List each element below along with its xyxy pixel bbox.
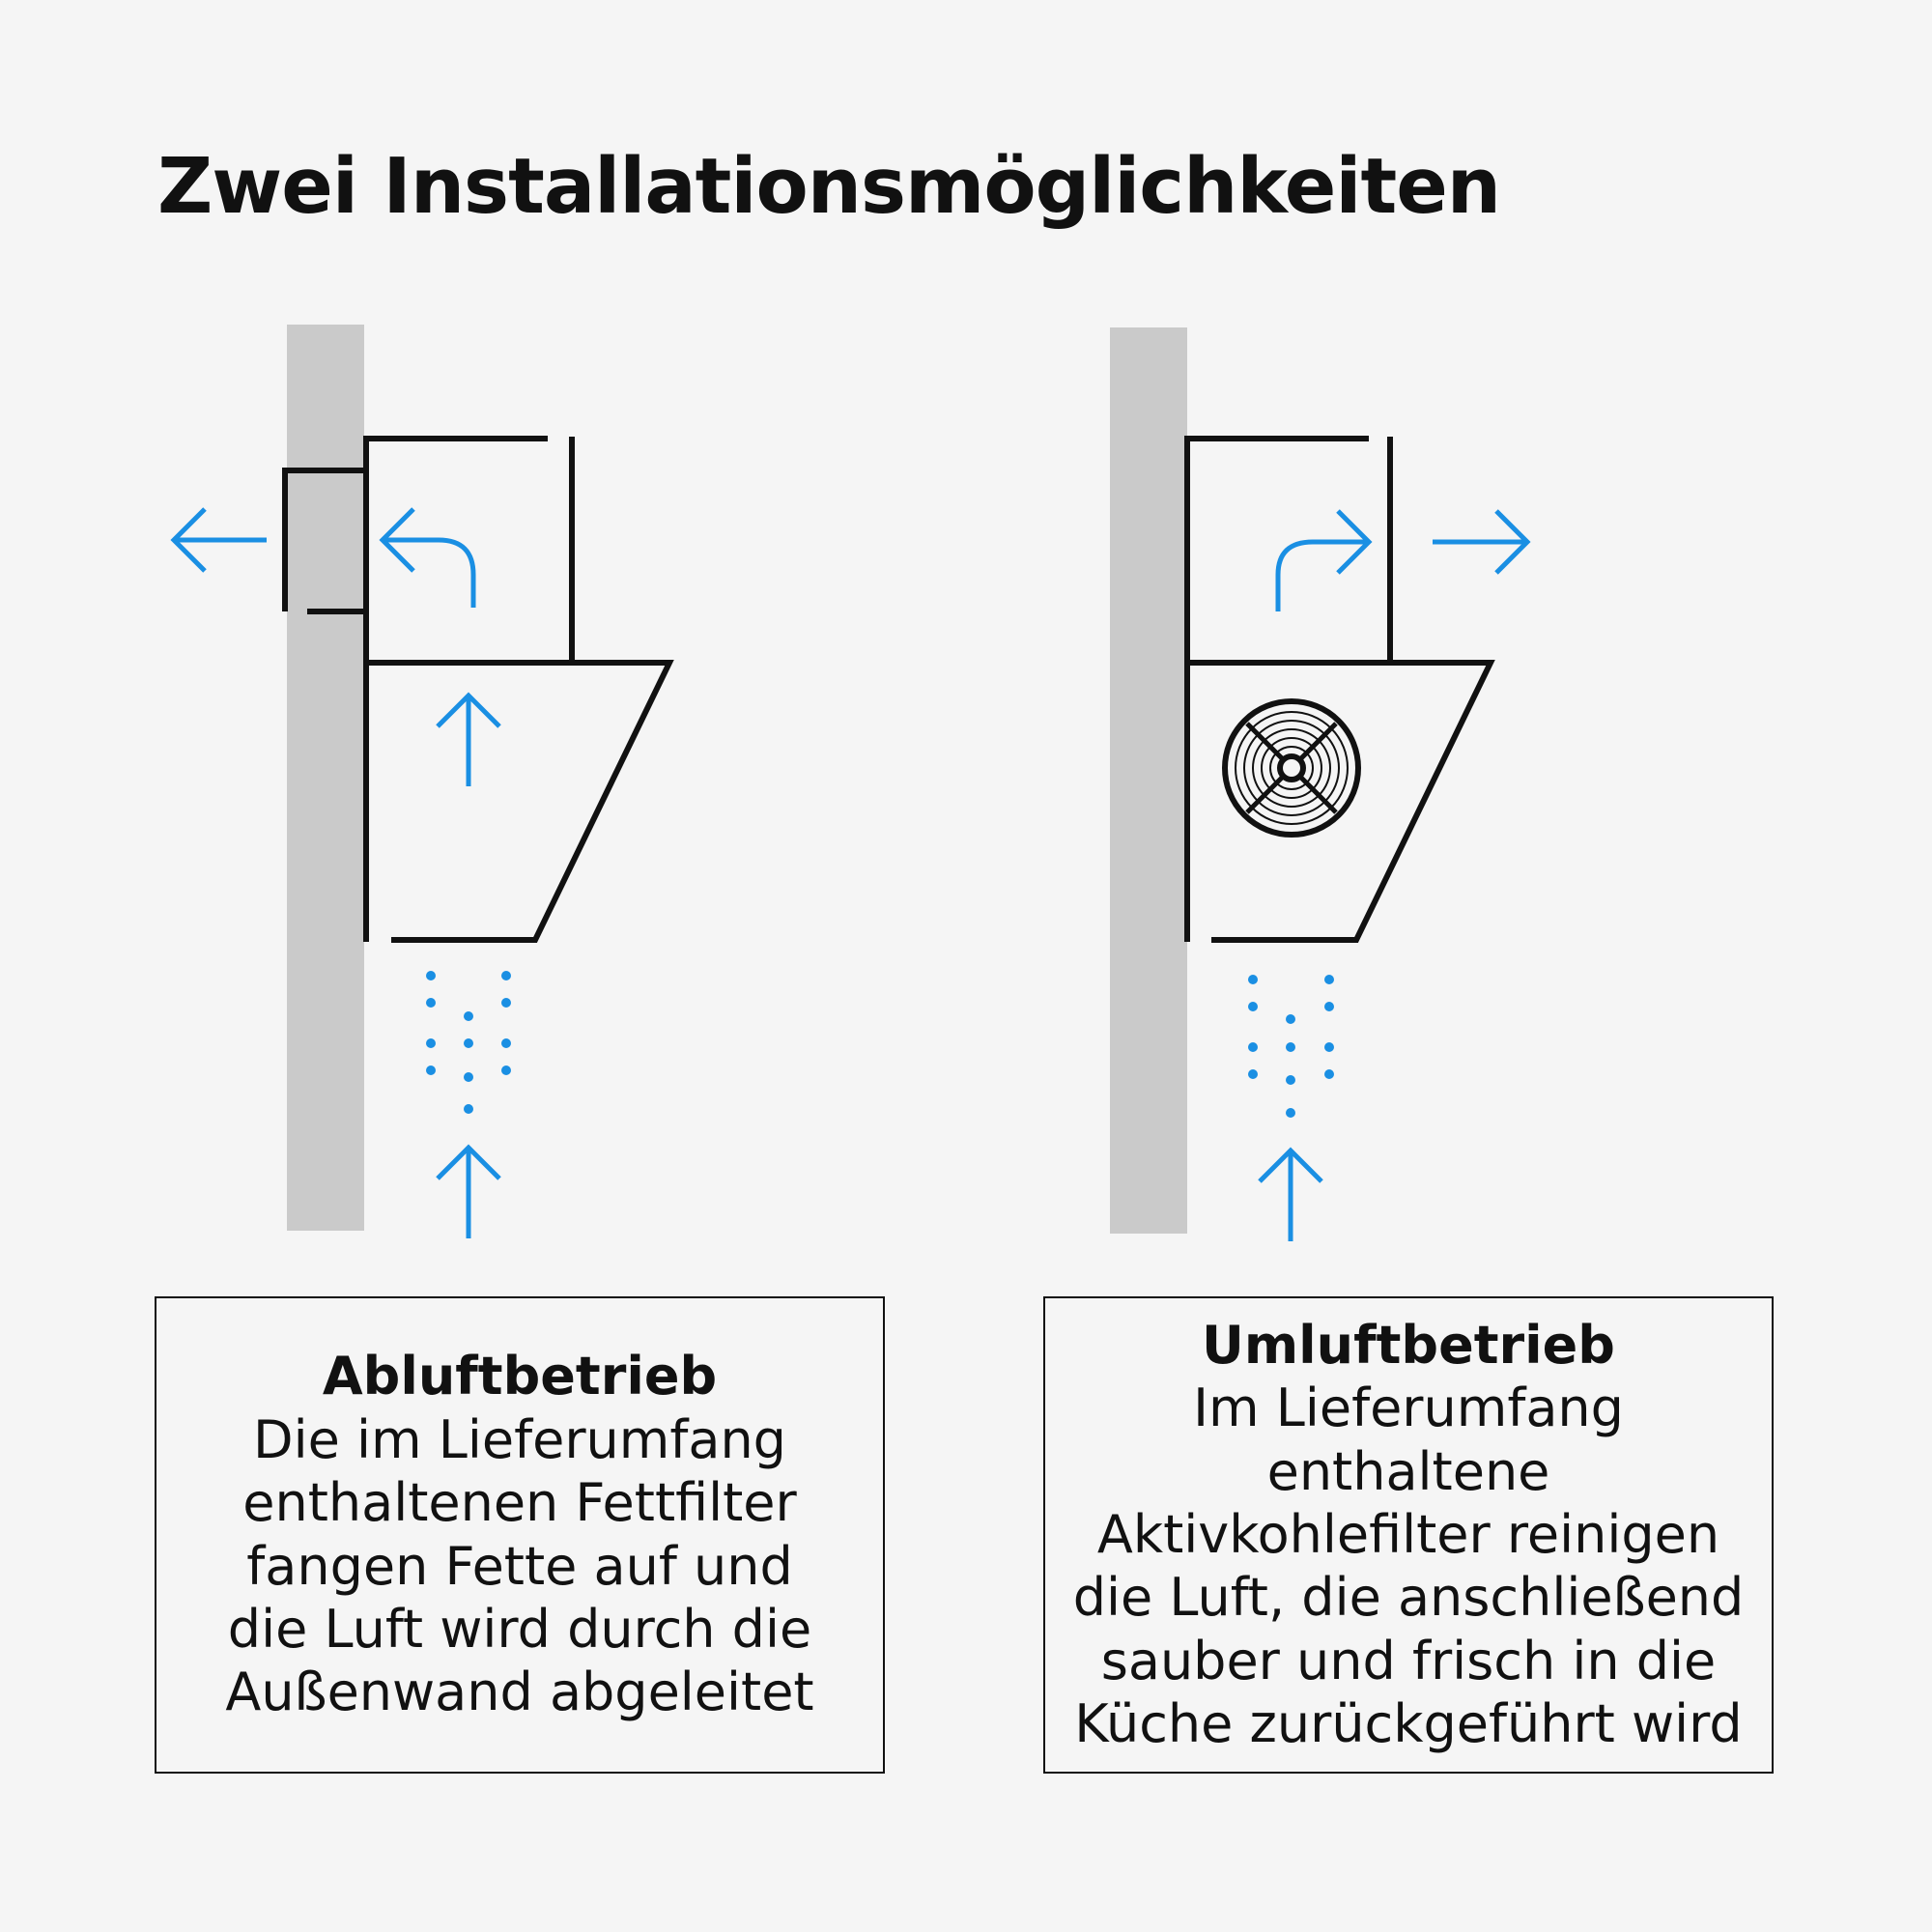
- arrow-up-icon: [1260, 1151, 1321, 1241]
- arrow-up-curve-left-icon: [383, 509, 473, 608]
- recirculation-diagram: [1110, 327, 1527, 1241]
- arrow-left-icon: [174, 509, 267, 571]
- caption-exhaust: [155, 1296, 885, 1774]
- caption-text: Die im Lieferumfang enthaltenen Fettfilter fangen Fette auf und die Luft wird durch die Außenwand abgeleitet: [225, 1409, 814, 1723]
- arrow-up-curve-right-icon: [1278, 511, 1369, 611]
- caption-title: Umluftbetrieb: [1202, 1314, 1615, 1376]
- fan-icon: [1225, 701, 1358, 835]
- airflow-dots: [1248, 975, 1334, 1118]
- arrow-up-icon: [438, 696, 499, 786]
- caption-text: Im Lieferumfang enthaltene Aktivkohlefilter reinigen die Luft, die anschließend sauber und frisch in die Küche zurückgeführt wird: [1072, 1378, 1745, 1755]
- caption-title: Abluftbetrieb: [322, 1346, 718, 1407]
- wall: [287, 325, 364, 1231]
- wall: [1110, 327, 1187, 1234]
- caption-recirculation: [1043, 1296, 1774, 1774]
- arrow-up-icon: [438, 1148, 499, 1238]
- exhaust-diagram: [174, 325, 669, 1238]
- airflow-arrows: [1260, 511, 1527, 1241]
- arrow-right-icon: [1433, 511, 1527, 573]
- airflow-dots: [426, 971, 511, 1114]
- page-title: Zwei Installationsmöglichkeiten: [157, 142, 1501, 231]
